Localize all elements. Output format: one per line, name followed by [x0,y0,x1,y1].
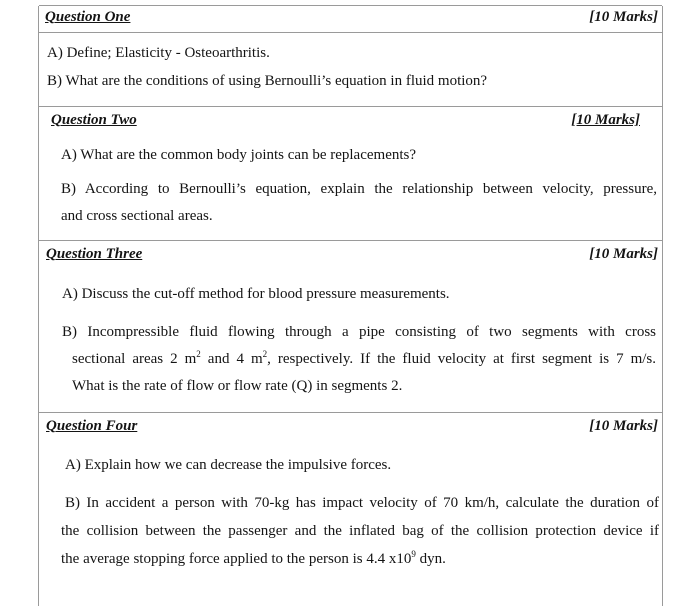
question-three-part-b-line1: B) Incompressible fluid flowing through a pipe consisting of two segments with cross [62,324,656,340]
question-two-part-b-line1: B) According to Bernoulli’s equation, explain the relationship between velocity, pressure, [61,181,657,197]
question-three-marks: [10 Marks] [589,245,658,262]
question-four-part-b-line2: the collision between the passenger and the inflated bag of the collision protection device if [61,523,659,539]
question-one-part-a: A) Define; Elasticity - Osteoarthritis. [47,45,270,61]
question-four-part-b-line1: B) In accident a person with 70-kg has impact velocity of 70 km/h, calculate the duration of [65,495,659,511]
question-two-part-b-line2: and cross sectional areas. [61,208,213,224]
question-four-header [39,416,662,436]
question-four-part-a: A) Explain how we can decrease the impulsive forces. [65,457,392,473]
exam-sheet [38,6,663,606]
divider [39,32,662,33]
divider [39,5,662,6]
divider [39,106,662,107]
question-two-part-a: A) What are the common body joints can be replacements? [61,147,417,163]
question-one-marks: [10 Marks] [589,8,658,25]
divider [39,240,662,241]
question-four-marks: [10 Marks] [589,417,658,434]
question-three-part-a: A) Discuss the cut-off method for blood pressure measurements. [62,286,450,302]
question-three-header [39,244,662,264]
question-one-title: Question One [45,8,131,25]
question-one-part-b: B) What are the conditions of using Bernoulli’s equation in fluid motion? [47,73,488,89]
question-one-header [39,7,662,27]
question-two-header [39,110,662,130]
question-three-part-b-line3: What is the rate of flow or flow rate (Q) in segments 2. [72,378,403,394]
question-two-marks: [10 Marks] [571,111,640,128]
question-three-title: Question Three [46,245,143,262]
question-three-part-b-line2: sectional areas 2 $m^2$ and 4 $m^2$, respectively. If the fluid velocity at first segment is 7 m/s. [72,349,656,367]
question-four-part-b-line3: the average stopping force applied to the person is 4.4 $x10^9$ dyn. [61,549,446,567]
question-four-title: Question Four [46,417,138,434]
question-two-title: Question Two [51,111,137,128]
divider [39,412,662,413]
